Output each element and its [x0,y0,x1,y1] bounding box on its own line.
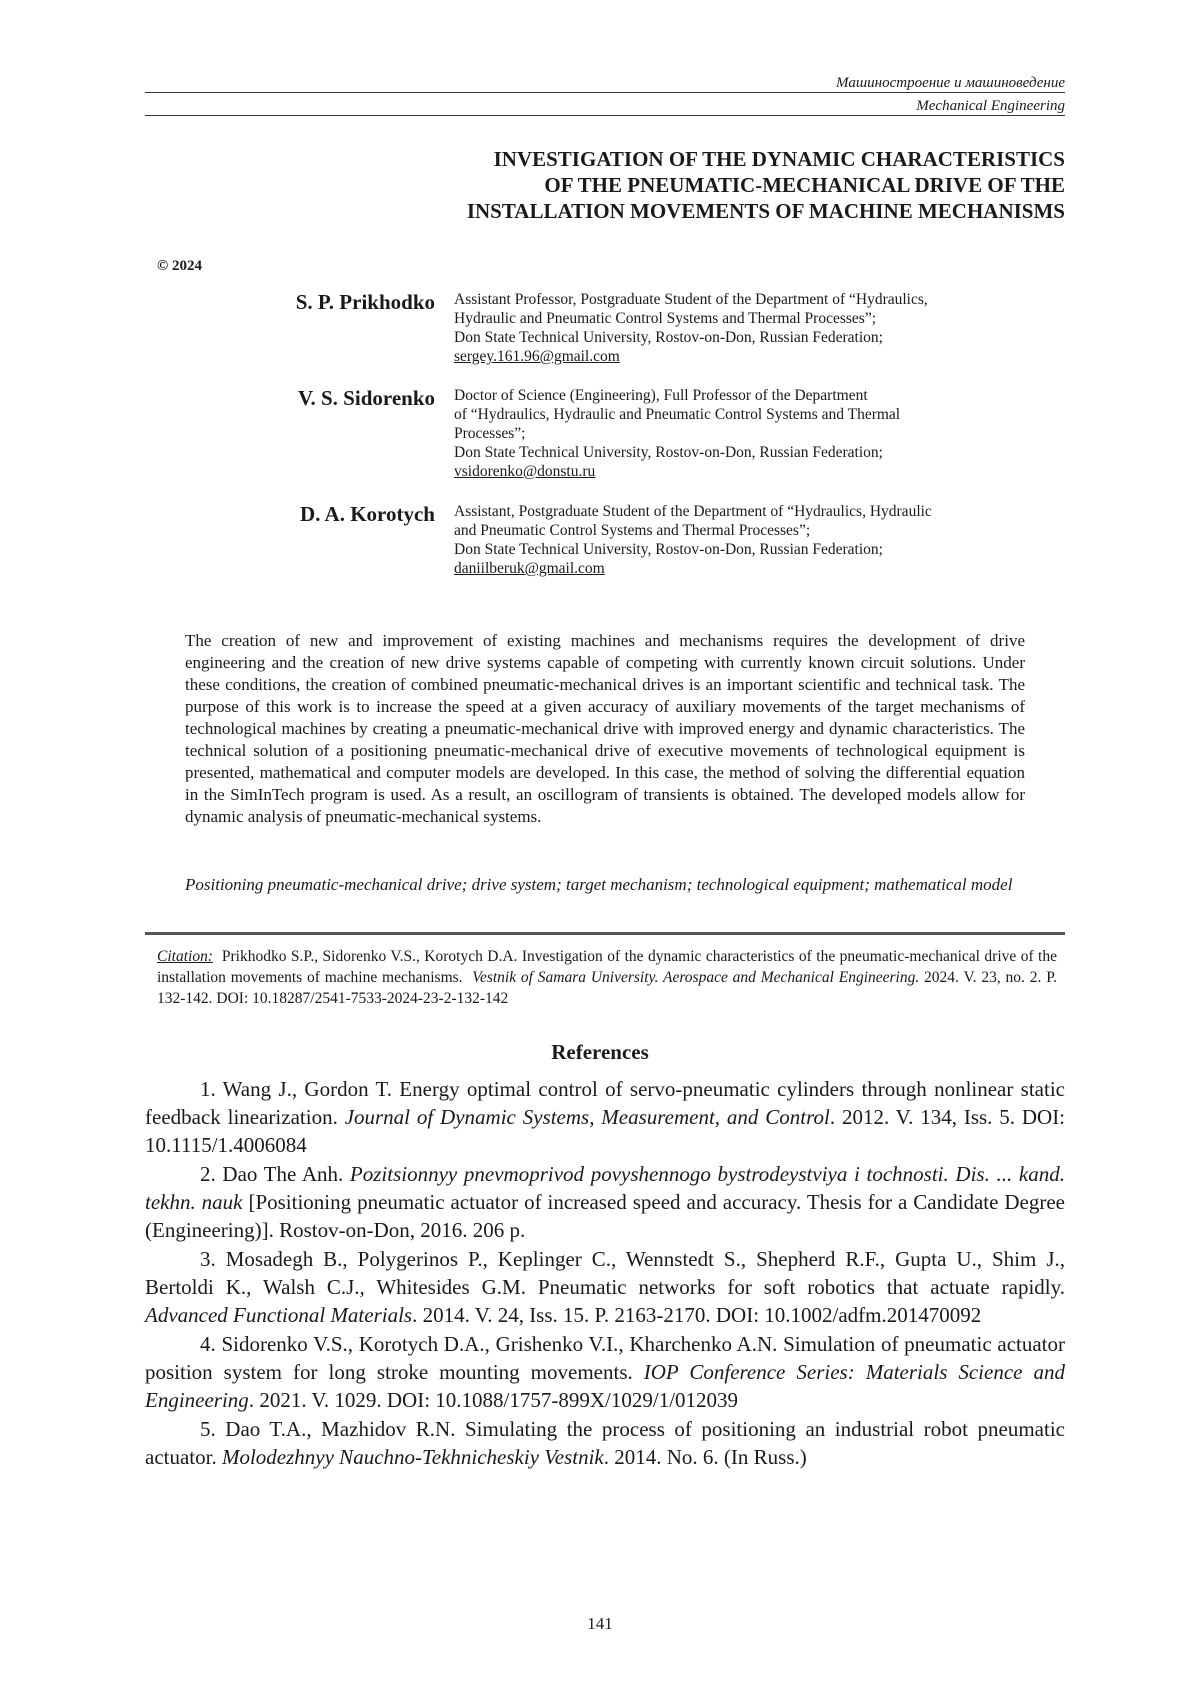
article-title [300,146,1065,224]
author-name: D. A. Korotych [300,502,435,526]
citation [157,946,1057,1009]
reference-authors: 4. Sidorenko V.S., Korotych D.A., Grishenko V.I., Kharchenko A.N. Simulation of pneumatic actuator position system for long stroke mounting movements. [145,1332,1065,1384]
reference-authors: 3. Mosadegh B., Polygerinos P., Keplinger C., Wennstedt S., Shepherd R.F., Gupta U., Shim J., Bertoldi K., Walsh C.J., Whitesides G.M. Pneumatic networks for soft robotics that actuate rapidly. [145,1247,1065,1299]
author-name: S. P. Prikhodko [295,290,435,314]
references-list [145,1075,1065,1472]
affiliation-line: Processes”; [454,425,526,442]
author-name: V. S. Sidorenko [298,386,435,410]
reference-details: . 2012. V. 134, Iss. 5. DOI: 10.1115/1.4006084 [145,1105,1066,1157]
citation-label: Citation: [157,948,213,965]
citation-divider [145,932,1065,935]
running-header [145,74,1065,116]
reference-details: . 2014. V. 24, Iss. 15. P. 2163-2170. DOI: 10.1002/adfm.201470092 [412,1303,982,1327]
header-section-ru: Машиностроение и машиноведение [145,74,1065,93]
keywords: Positioning pneumatic-mechanical drive; drive system; target mechanism; technological equipment; mathematical model [185,875,1013,894]
reference-item [145,1245,1065,1329]
title-line: INSTALLATION MOVEMENTS OF MACHINE MECHANISMS [466,199,1065,223]
title-line: INVESTIGATION OF THE DYNAMIC CHARACTERISTICS [493,147,1065,171]
reference-authors: 1. Wang J., Gordon T. Energy optimal control of servo-pneumatic cylinders through nonlinear static feedback linearization. [145,1077,1065,1129]
affiliation-line: Assistant Professor, Postgraduate Student of the Department of “Hydraulics, [454,291,928,308]
reference-item [145,1160,1065,1244]
reference-authors: 5. Dao T.A., Mazhidov R.N. Simulating the process of positioning an industrial robot pneumatic actuator. [145,1417,1065,1469]
abstract: The creation of new and improvement of existing machines and mechanisms requires the development of drive engineering and the creation of new drive systems capable of competing with currently known circuit solutions. Under these conditions, the creation of combined pneumatic-mechanical drives is an important scientific and technical task. The purpose of this work is to increase the speed at a given accuracy of auxiliary movements of the target mechanisms of technological machines by creating a pneumatic-mechanical drive with improved energy and dynamic characteristics. The technical solution of a positioning pneumatic-mechanical drive of executive movements of technological equipment is presented, mathematical and computer models are developed. In this case, the method of solving the differential equation in the SimInTech program is used. As a result, an oscillogram of transients is obtained. The developed models allow for dynamic analysis of pneumatic-mechanical systems. [185,631,1025,826]
reference-details: [Positioning pneumatic actuator of increased speed and accuracy. Thesis for a Candidate Degree (Engineering)]. Rostov-on-Don, 2016. 206 p. [145,1190,1066,1242]
citation-journal: Vestnik of Samara University. Aerospace and Mechanical Engineering. [472,969,920,986]
reference-authors: 2. Dao The Anh. [200,1162,350,1186]
author-affiliation [454,386,1074,481]
reference-source: Advanced Functional Materials [145,1303,413,1327]
reference-details: . 2014. No. 6. (In Russ.) [603,1445,807,1469]
affiliation-line: and Pneumatic Control Systems and Thermal Processes”; [454,522,811,539]
affiliation-line: Don State Technical University, Rostov-on-Don, Russian Federation; [454,444,883,461]
affiliation-line: Hydraulic and Pneumatic Control Systems and Thermal Processes”; [454,310,877,327]
affiliation-line: of “Hydraulics, Hydraulic and Pneumatic Control Systems and Thermal [454,406,901,423]
citation-text: Prikhodko S.P., Sidorenko V.S., Korotych D.A. Investigation of the dynamic characteristics of the pneumatic-mechanical drive of the installation movements of machine mechanisms. [157,948,1057,986]
citation-details: 2024. V. 23, no. 2. P. 132-142. DOI: 10.18287/2541-7533-2024-23-2-132-142 [157,969,1057,1007]
author-email-link[interactable]: daniilberuk@gmail.com [454,560,605,577]
author-affiliation [454,502,1074,578]
author-email-link[interactable]: sergey.161.96@gmail.com [454,348,620,365]
affiliation-line: Don State Technical University, Rostov-on-Don, Russian Federation; [454,541,883,558]
affiliation-line: Assistant, Postgraduate Student of the Department of “Hydraulics, Hydraulic [454,503,932,520]
title-line: OF THE PNEUMATIC-MECHANICAL DRIVE OF THE [544,173,1065,197]
reference-source: Molodezhnyy Nauchno-Tekhnicheskiy Vestnik [221,1445,604,1469]
reference-source: Journal of Dynamic Systems, Measurement, and Control [344,1105,830,1129]
copyright: © 2024 [157,258,202,274]
references-heading: References [551,1040,649,1064]
reference-item [145,1075,1065,1159]
reference-details: . 2021. V. 1029. DOI: 10.1088/1757-899X/1029/1/012039 [248,1388,739,1412]
reference-source: IOP Conference Series: Materials Science and Engineering [145,1360,1065,1412]
affiliation-line: Doctor of Science (Engineering), Full Professor of the Department [454,387,868,404]
reference-item [145,1330,1065,1414]
reference-source: Pozitsionnyy pnevmoprivod povyshennogo bystrodeystviya i tochnosti. Dis. ... kand. tekhn. nauk [145,1162,1065,1214]
affiliation-line: Don State Technical University, Rostov-on-Don, Russian Federation; [454,329,883,346]
author-affiliation [454,290,1074,366]
page-number: 141 [587,1614,613,1633]
reference-item [145,1415,1065,1471]
header-section-en: Mechanical Engineering [145,97,1065,116]
author-email-link[interactable]: vsidorenko@donstu.ru [454,463,596,480]
